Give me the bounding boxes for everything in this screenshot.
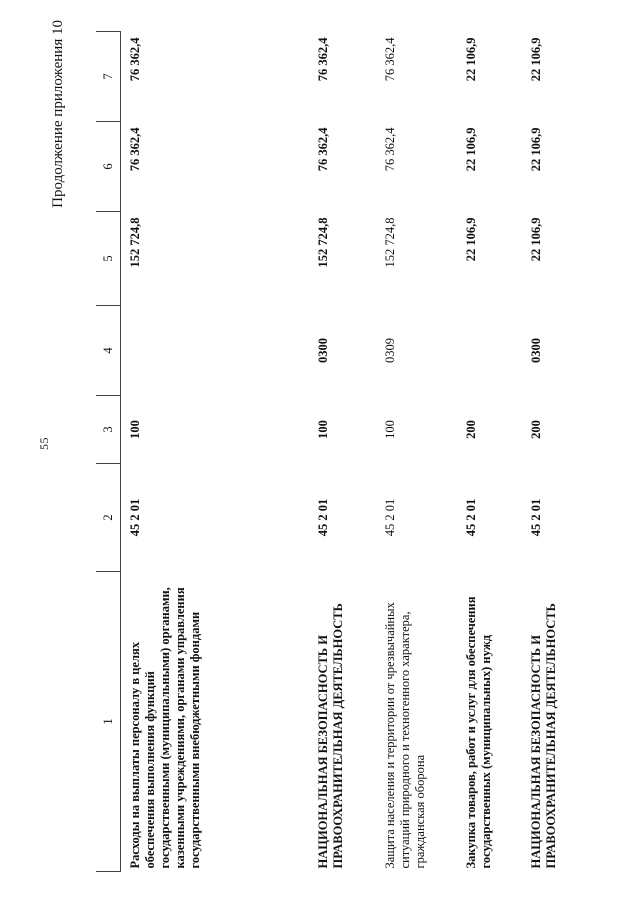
cell-year2: 76 362,4 <box>128 37 142 82</box>
cell-name: НАЦИОНАЛЬНАЯ БЕЗОПАСНОСТЬ И ПРАВООХРАНИТЕЛЬНАЯ ДЕЯТЕЛЬНОСТЬ <box>316 603 345 869</box>
cell-year1: 76 362,4 <box>128 127 142 172</box>
cell-code: 45 2 01 <box>128 498 142 537</box>
cell-year2: 76 362,4 <box>316 37 330 82</box>
header-cell-2: 2 <box>96 464 121 572</box>
cell-code: 45 2 01 <box>464 498 478 537</box>
cell-total: 152 724,8 <box>128 217 142 268</box>
header-cell-4: 4 <box>96 306 121 396</box>
cell-section: 0300 <box>316 338 330 363</box>
table-row <box>522 32 581 872</box>
header-cell-5: 5 <box>96 212 121 306</box>
cell-section: 0300 <box>529 338 543 363</box>
cell-year2: 76 362,4 <box>383 37 397 82</box>
cell-total: 152 724,8 <box>316 217 330 268</box>
cell-section: 0309 <box>383 338 397 363</box>
table-body <box>121 32 582 872</box>
cell-kind: 100 <box>383 420 397 439</box>
budget-table <box>96 31 581 872</box>
header-cell-3: 3 <box>96 396 121 464</box>
cell-total: 22 106,9 <box>464 217 478 262</box>
cell-total: 22 106,9 <box>529 217 543 262</box>
cell-code: 45 2 01 <box>529 498 543 537</box>
cell-code: 45 2 01 <box>316 498 330 537</box>
table-header <box>96 32 121 872</box>
cell-total: 152 724,8 <box>383 217 397 268</box>
cell-kind: 100 <box>128 420 142 439</box>
cell-kind: 100 <box>316 420 330 439</box>
cell-kind: 200 <box>529 420 543 439</box>
header-cell-7: 7 <box>96 32 121 122</box>
cell-year1: 76 362,4 <box>383 127 397 172</box>
cell-name: Расходы на выплаты персоналу в целях обеспечения выполнения функций государственными (муниципальными) органами, казенными учреждениями, органами управления государственными внебюджетными фондами <box>128 587 202 869</box>
header-row <box>96 32 121 872</box>
cell-code: 45 2 01 <box>383 498 397 537</box>
cell-section <box>457 306 522 396</box>
table-row <box>376 32 457 872</box>
cell-year2: 22 106,9 <box>464 37 478 82</box>
cell-year1: 76 362,4 <box>316 127 330 172</box>
continuation-title: Продолжение приложения 10 <box>50 20 66 208</box>
cell-year1: 22 106,9 <box>529 127 543 172</box>
table-row <box>309 32 376 872</box>
cell-kind: 200 <box>464 420 478 439</box>
cell-name: Защита населения и территории от чрезвычайных ситуаций природного и техногенного характера, гражданская оборона <box>383 602 427 869</box>
table-row <box>457 32 522 872</box>
cell-name: Закупка товаров, работ и услуг для обеспечения государственных (муниципальных) нужд <box>464 596 493 869</box>
header-cell-1: 1 <box>96 572 121 872</box>
cell-name: НАЦИОНАЛЬНАЯ БЕЗОПАСНОСТЬ И ПРАВООХРАНИТЕЛЬНАЯ ДЕЯТЕЛЬНОСТЬ <box>529 603 558 869</box>
page-number: 55 <box>37 437 51 450</box>
cell-year1: 22 106,9 <box>464 127 478 172</box>
table-row <box>121 32 310 872</box>
cell-year2: 22 106,9 <box>529 37 543 82</box>
cell-section <box>121 306 310 396</box>
header-cell-6: 6 <box>96 122 121 212</box>
